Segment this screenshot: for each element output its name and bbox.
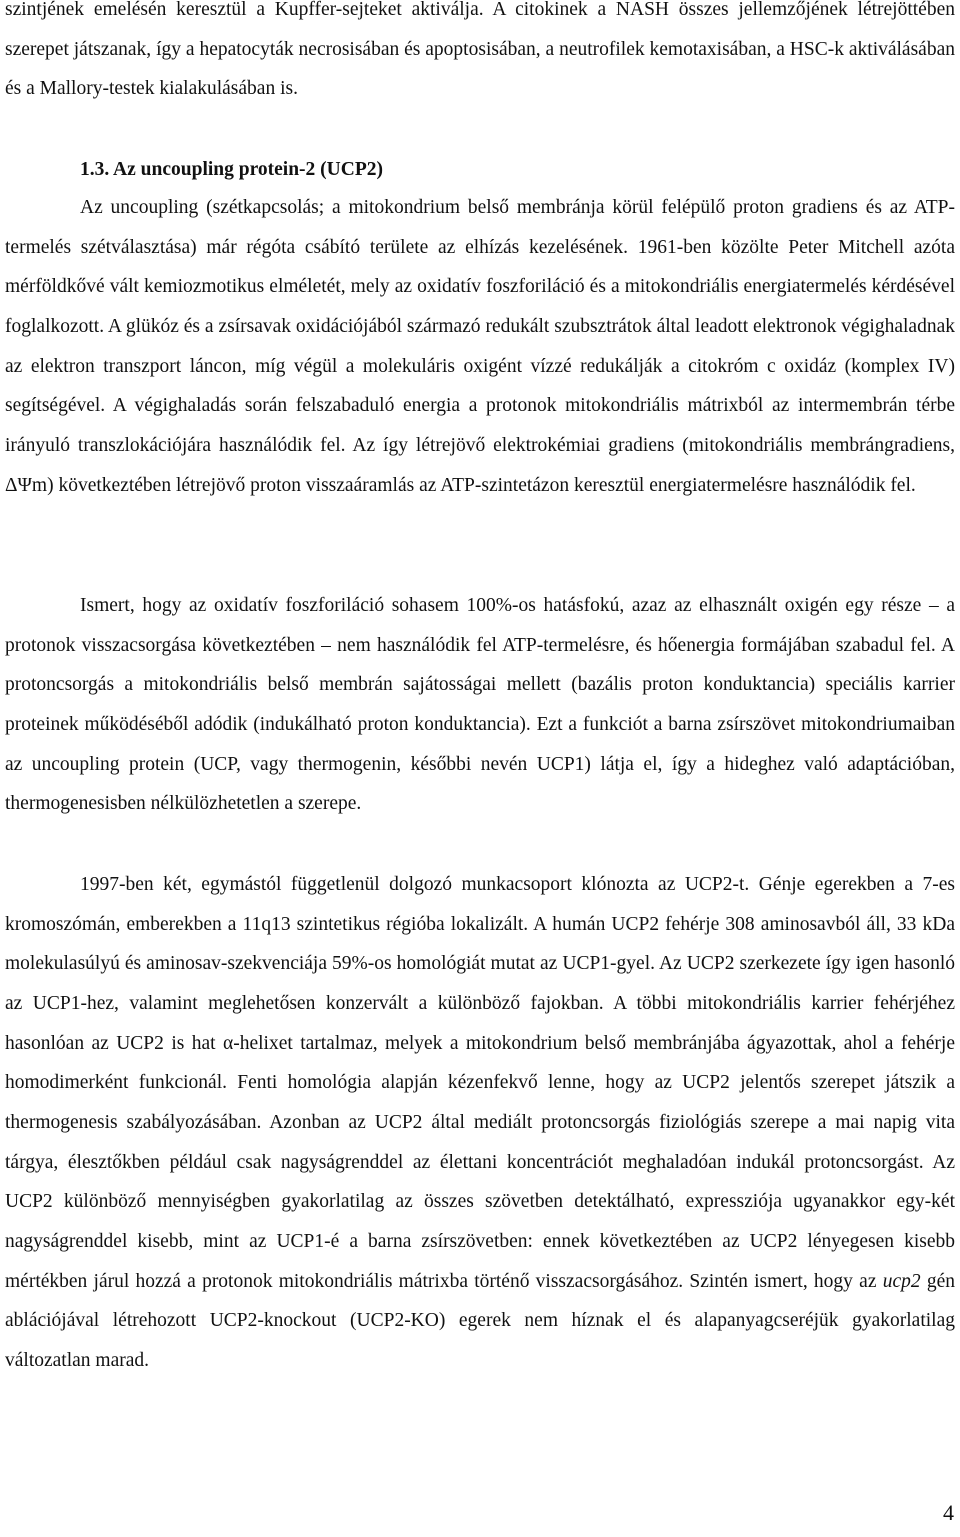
body-paragraph-3-part-b: gén ablációjával létrehozott UCP2-knockout (UCP2-KO) egerek nem híznak el és alapanyagcseréjük gyakorlatilag változatlan marad.: [5, 1270, 956, 1371]
body-paragraph-2: Ismert, hogy az oxidatív foszforiláció sohasem 100%-os hatásfokú, azaz az elhasznált oxigén egy része – a protonok visszacsorgása következtében – nem használódik fel ATP-termelésre, és hőenergia formájában szabadul fel. A protoncsorgás a mitokondriális belső membrán sajátosságai mellett (bazális proton konduktancia) speciális karrier proteinek működéséből adódik (indukálható proton konduktancia). Ezt a funkciót a barna zsírszövet mitokondriumaiban az uncoupling protein (UCP, vagy thermogenin, későbbi nevén UCP1) látja el, így a hideghez való adaptációban, thermogenesisben nélkülözhetetlen a szerepe.: [5, 595, 955, 815]
intro-paragraph: szintjének emelésén keresztül a Kupffer-sejteket aktiválja. A citokinek a NASH összes jellemzőjének létrejöttében szerepet játszanak, így a hepatocyták necrosisában és apoptosisában, a neutrofilek kemotaxisában, a HSC-k aktiválásában és a Mallory-testek kialakulásában is.: [5, 0, 955, 100]
gene-name-italic: ucp2: [882, 1270, 921, 1292]
page-number: 4: [943, 1500, 954, 1525]
body-paragraph-1: Az uncoupling (szétkapcsolás; a mitokondrium belső membránja körül felépülő proton gradiens és az ATP-termelés szétválasztása) már régóta csábító területe az elhízás kezelésének. 1961-ben közölte Peter Mitchell azóta mérföldkővé vált kemiozmotikus elméletét, mely az oxidatív foszforiláció és a mitokondriális energiatermelés kérdésével foglalkozott. A glükóz és a zsírsavak oxidációjából származó redukált szubsztrátok által leadott elektronok végighaladnak az elektron transzport láncon, míg végül a molekuláris oxigént vízzé redukálják a citokróm c oxidáz (komplex IV) segítségével. A végighaladás során felszabaduló energia a protonok mitokondriális mátrixból az intermembrán térbe irányuló transzlokációjára használódik fel. Az így létrejövő elektrokémiai gradiens (mitokondriális membrángradiens, ΔΨm) következtében létrejövő proton visszaáramlás az ATP-szintetázon keresztül energiatermelésre használódik fel.: [5, 197, 955, 496]
section-heading: 1.3. Az uncoupling protein-2 (UCP2): [80, 159, 383, 180]
body-paragraph-3: [5, 865, 955, 1381]
body-paragraph-3-part-a: 1997-ben két, egymástól függetlenül dolgozó munkacsoport klónozta az UCP2-t. Génje egerekben a 7-es kromoszómán, emberekben a 11q13 szintetikus régióba lokalizált. A humán UCP2 fehérje 308 aminosavból áll, 33 kDa molekulasúlyú és aminosav-szekvenciája 59%-os homológiát mutat az UCP1-gyel. Az UCP2 szerkezete így igen hasonló az UCP1-hez, valamint meglehetősen konzervált a különböző fajokban. A többi mitokondriális karrier fehérjéhez hasonlóan az UCP2 is hat α-helixet tartalmaz, melyek a mitokondrium belső membránjába ágyazottak, ahol a fehérje homodimerként funkcionál. Fenti homológia alapján kézenfekvő lenne, hogy az UCP2 jelentős szerepet játszik a thermogenesis szabályozásában. Azonban az UCP2 által mediált protoncsorgás fiziológiás szerepe a mai napig vita tárgya, élesztőkben például csak nagyságrenddel az élettani koncentrációt meghaladóan indukál protoncsorgást. Az UCP2 különböző mennyiségben gyakorlatilag az összes szövetben detektálható, expressziója ugyanakkor egy-két nagyságrenddel kisebb, mint az UCP1-é a barna zsírszövetben: ennek következtében az UCP2 lényegesen kisebb mértékben járul hozzá a protonok mitokondriális mátrixba történő visszacsorgásához. Szintén ismert, hogy az: [5, 874, 955, 1292]
